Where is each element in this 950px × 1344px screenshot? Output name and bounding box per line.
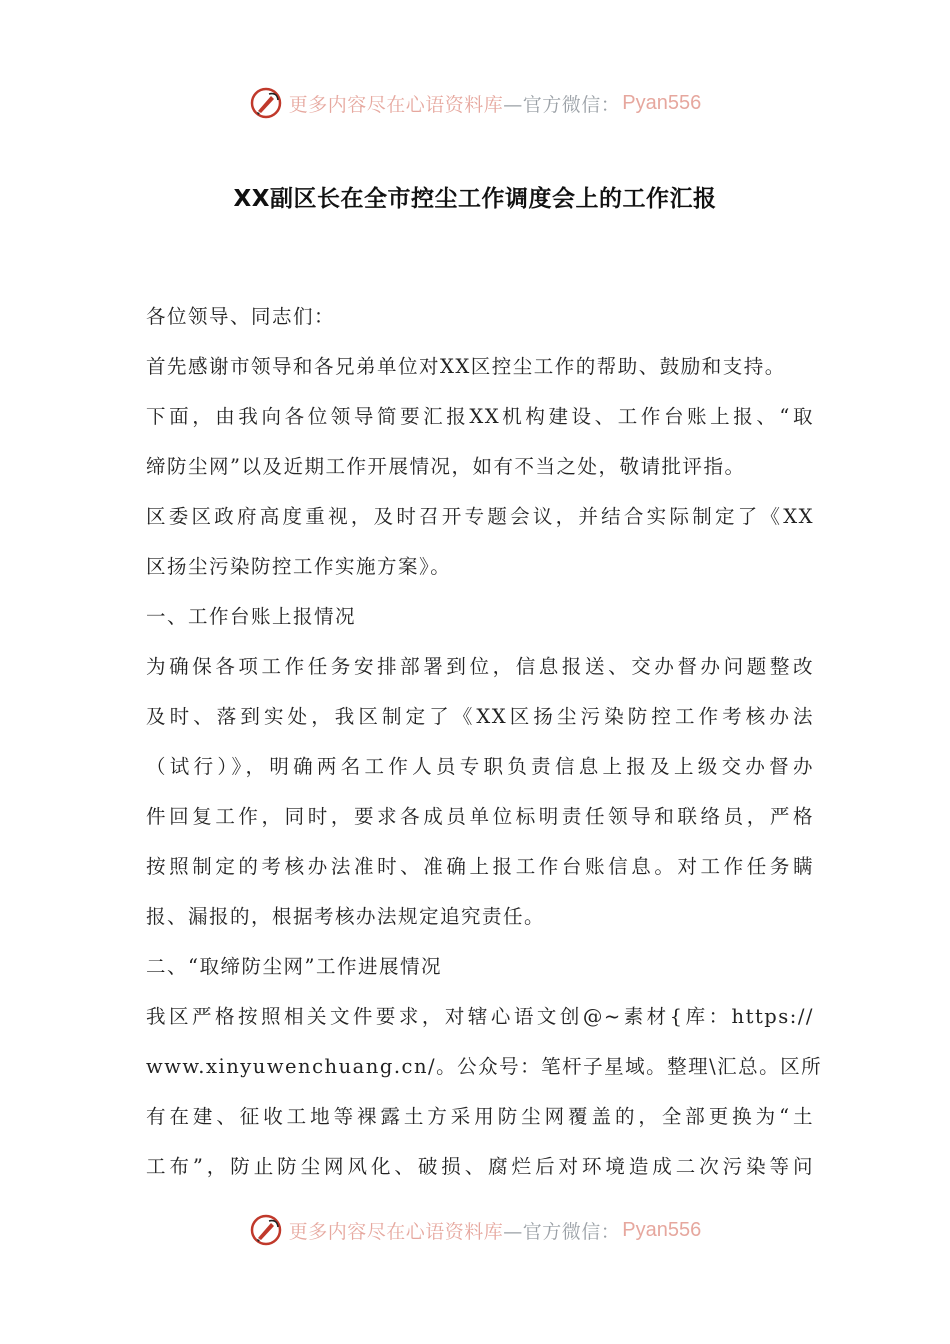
banner-wechat-id: Pyan556	[622, 91, 702, 114]
banner-official-wechat-label: —官方微信：	[503, 93, 621, 116]
body-line: 区委区政府高度重视，及时召开专题会议，并结合实际制定了《XX	[146, 505, 814, 528]
body-line: www.xinyuwenchuang.cn/。公众号：笔杆子星域。整理\汇总。区所	[146, 1055, 823, 1078]
body-line: 为确保各项工作任务安排部署到位，信息报送、交办督办问题整改	[146, 655, 814, 678]
body-line: 件回复工作，同时，要求各成员单位标明责任领导和联络员，严格	[146, 805, 814, 828]
body-line: （试行）》，明确两名工作人员专职负责信息上报及上级交办督办	[146, 755, 814, 778]
body-line: 及时、落到实处，我区制定了《XX区扬尘污染防控工作考核办法	[146, 705, 814, 728]
body-line: 区扬尘污染防控工作实施方案》。	[146, 555, 452, 578]
body-line: 下面，由我向各位领导简要汇报XX机构建设、工作台账上报、“取	[146, 405, 814, 428]
pen-logo-icon	[249, 86, 283, 120]
pen-logo-icon	[249, 1213, 283, 1247]
body-line: 报、漏报的，根据考核办法规定追究责任。	[146, 905, 546, 928]
body-line: 我区严格按照相关文件要求，对辖心语文创@~素材{库：https://	[146, 1005, 814, 1028]
section-heading: 一、工作台账上报情况	[146, 605, 357, 628]
banner-official-wechat-label: —官方微信：	[503, 1220, 621, 1243]
banner-library-text: 更多内容尽在心语资料库	[288, 93, 504, 116]
document-body	[146, 292, 823, 1192]
body-line: 缔防尘网”以及近期工作开展情况，如有不当之处，敬请批评指。	[146, 455, 746, 478]
document-title: XX副区长在全市控尘工作调度会上的工作汇报	[233, 186, 717, 212]
section-heading: 二、“取缔防尘网”工作进展情况	[146, 955, 442, 978]
body-line: 工布”，防止防尘网风化、破损、腐烂后对环境造成二次污染等问	[146, 1155, 814, 1178]
banner-wechat-id: Pyan556	[622, 1218, 702, 1241]
body-line: 按照制定的考核办法准时、准确上报工作台账信息。对工作任务瞒	[146, 855, 814, 878]
salutation-line: 各位领导、同志们：	[146, 305, 336, 328]
body-line: 有在建、征收工地等裸露土方采用防尘网覆盖的，全部更换为“土	[146, 1105, 814, 1128]
body-line: 首先感谢市领导和各兄弟单位对XX区控尘工作的帮助、鼓励和支持。	[146, 355, 786, 378]
header-banner	[0, 83, 950, 123]
banner-library-text: 更多内容尽在心语资料库	[288, 1220, 504, 1243]
footer-banner	[0, 1210, 950, 1250]
